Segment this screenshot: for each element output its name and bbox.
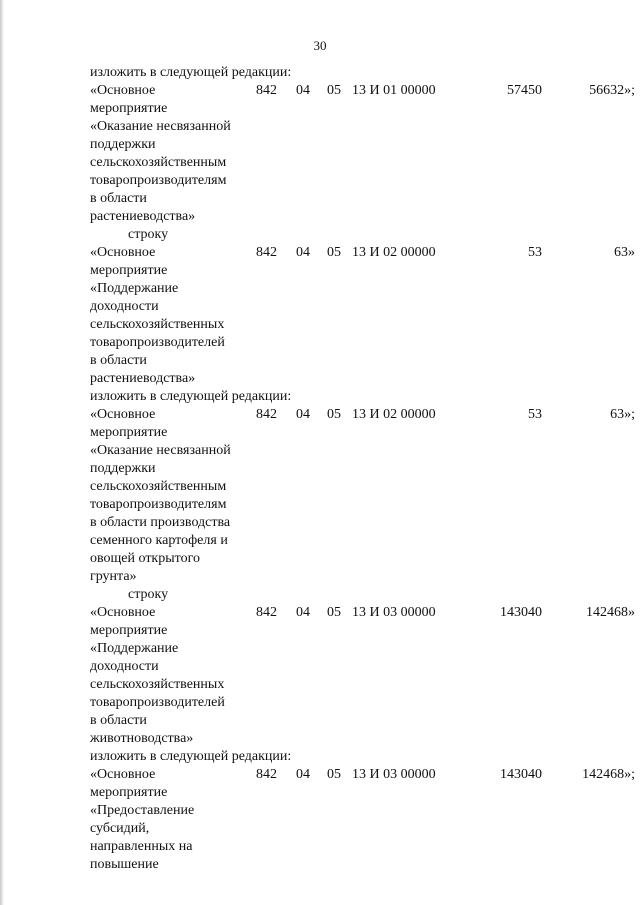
description-line: грунта» bbox=[90, 569, 137, 584]
description-line: повышение bbox=[90, 857, 159, 872]
amount-year-1: 53 bbox=[528, 245, 542, 260]
admin-code: 842 bbox=[256, 245, 277, 260]
description-line: сельскохозяйственных bbox=[90, 677, 225, 692]
description-line: товаропроизводителей bbox=[90, 695, 225, 710]
target-article-code: 13 И 02 00000 bbox=[352, 407, 436, 422]
amount-year-2: 63» bbox=[614, 245, 635, 260]
row-description bbox=[90, 82, 255, 226]
description-line: мероприятие bbox=[90, 623, 168, 638]
description-line: сельскохозяйственных bbox=[90, 317, 225, 332]
target-article-code: 13 И 03 00000 bbox=[352, 767, 436, 782]
description-line: «Оказание несвязанной bbox=[90, 443, 231, 458]
subsection-code: 05 bbox=[327, 407, 341, 422]
description-line: товаропроизводителям bbox=[90, 173, 227, 188]
description-line: овощей открытого bbox=[90, 551, 200, 566]
target-article-code: 13 И 01 00000 bbox=[352, 83, 436, 98]
subsection-code: 05 bbox=[327, 83, 341, 98]
description-line: «Основное bbox=[90, 605, 156, 620]
budget-row bbox=[90, 82, 635, 226]
description-line: в области bbox=[90, 353, 147, 368]
amount-year-2: 142468» bbox=[586, 605, 635, 620]
instruction-izlozhit: изложить в следующей редакции: bbox=[90, 389, 292, 404]
amount-year-2: 142468»; bbox=[582, 767, 635, 782]
section-code: 04 bbox=[296, 83, 310, 98]
description-line: сельскохозяйственным bbox=[90, 155, 227, 170]
subsection-code: 05 bbox=[327, 767, 341, 782]
description-line: «Предоставление bbox=[90, 803, 195, 818]
scan-edge bbox=[0, 0, 4, 905]
admin-code: 842 bbox=[256, 605, 277, 620]
description-line: доходности bbox=[90, 659, 159, 674]
amount-year-1: 53 bbox=[528, 407, 542, 422]
budget-row bbox=[90, 766, 635, 874]
description-line: мероприятие bbox=[90, 425, 168, 440]
section-code: 04 bbox=[296, 407, 310, 422]
section-code: 04 bbox=[296, 245, 310, 260]
target-article-code: 13 И 02 00000 bbox=[352, 245, 436, 260]
row-description bbox=[90, 406, 255, 586]
subsection-code: 05 bbox=[327, 605, 341, 620]
instruction-stroku: строку bbox=[128, 587, 169, 602]
row-description bbox=[90, 766, 255, 874]
description-line: в области производства bbox=[90, 515, 231, 530]
document-body bbox=[90, 64, 635, 874]
description-line: в области bbox=[90, 191, 147, 206]
description-line: поддержки bbox=[90, 137, 156, 152]
description-line: доходности bbox=[90, 299, 159, 314]
description-line: «Оказание несвязанной bbox=[90, 119, 231, 134]
amount-year-1: 143040 bbox=[500, 767, 542, 782]
amount-year-1: 57450 bbox=[507, 83, 542, 98]
budget-row bbox=[90, 244, 635, 388]
description-line: растениеводства» bbox=[90, 371, 196, 386]
instruction-stroku: строку bbox=[128, 227, 169, 242]
row-description bbox=[90, 244, 255, 388]
description-line: поддержки bbox=[90, 461, 156, 476]
section-code: 04 bbox=[296, 605, 310, 620]
description-line: «Поддержание bbox=[90, 281, 179, 296]
description-line: мероприятие bbox=[90, 785, 168, 800]
description-line: субсидий, bbox=[90, 821, 150, 836]
description-line: семенного картофеля и bbox=[90, 533, 228, 548]
admin-code: 842 bbox=[256, 407, 277, 422]
amount-year-2: 63»; bbox=[610, 407, 635, 422]
instruction-izlozhit: изложить в следующей редакции: bbox=[90, 749, 292, 764]
target-article-code: 13 И 03 00000 bbox=[352, 605, 436, 620]
amount-year-2: 56632»; bbox=[589, 83, 635, 98]
description-line: «Основное bbox=[90, 407, 156, 422]
admin-code: 842 bbox=[256, 83, 277, 98]
amount-year-1: 143040 bbox=[500, 605, 542, 620]
description-line: товаропроизводителей bbox=[90, 335, 225, 350]
budget-row bbox=[90, 406, 635, 586]
subsection-code: 05 bbox=[327, 245, 341, 260]
page-number: 30 bbox=[313, 38, 327, 53]
description-line: растениеводства» bbox=[90, 209, 196, 224]
description-line: направленных на bbox=[90, 839, 193, 854]
description-line: товаропроизводителям bbox=[90, 497, 227, 512]
description-line: сельскохозяйственным bbox=[90, 479, 227, 494]
section-code: 04 bbox=[296, 767, 310, 782]
description-line: мероприятие bbox=[90, 263, 168, 278]
description-line: «Основное bbox=[90, 83, 156, 98]
budget-row bbox=[90, 604, 635, 748]
description-line: в области bbox=[90, 713, 147, 728]
description-line: «Основное bbox=[90, 767, 156, 782]
row-description bbox=[90, 604, 255, 748]
description-line: мероприятие bbox=[90, 101, 168, 116]
instruction-izlozhit: изложить в следующей редакции: bbox=[90, 65, 292, 80]
admin-code: 842 bbox=[256, 767, 277, 782]
description-line: животноводства» bbox=[90, 731, 194, 746]
description-line: «Поддержание bbox=[90, 641, 179, 656]
description-line: «Основное bbox=[90, 245, 156, 260]
